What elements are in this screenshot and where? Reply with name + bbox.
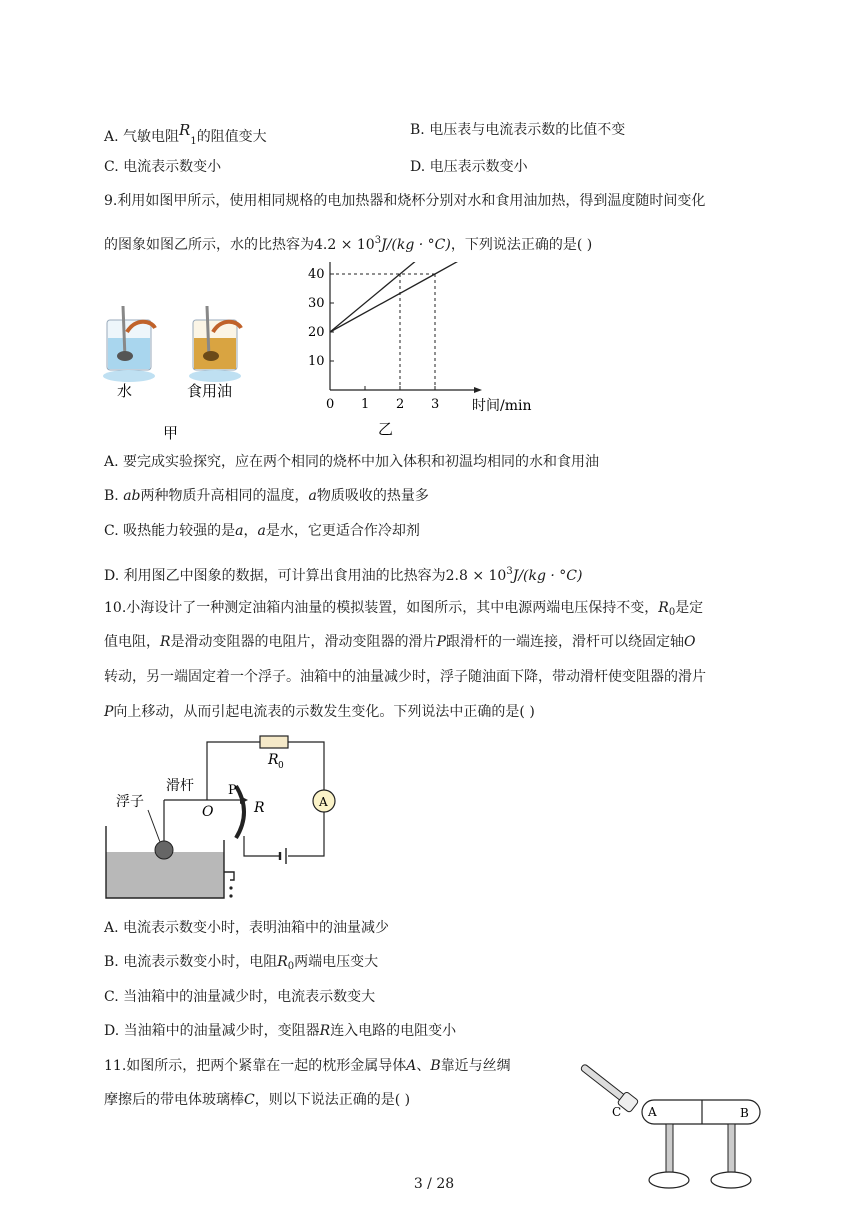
x-axis-label: 时间/min — [472, 398, 532, 414]
caption-jia: 甲 — [163, 424, 179, 442]
series-line-a — [330, 262, 421, 332]
c-oil-exponent: 3 — [506, 566, 513, 577]
q10-line2-b: 是滑动变阻器的电阻片，滑动变阻器的滑片 — [170, 634, 437, 650]
q10-b-end: 两端电压变大 — [294, 954, 379, 970]
q8-a-subscript: 1 — [190, 136, 197, 147]
q9-d-text: D. 利用图乙中图象的数据，可计算出食用油的比热容为 — [104, 568, 446, 584]
q9-c-prefix: C. 吸热能力较强的是 — [104, 523, 236, 539]
x-tick-label: 0 — [326, 397, 335, 412]
q11-c: C — [244, 1092, 255, 1108]
label-o: O — [202, 804, 214, 820]
q8-option-b: B. 电压表与电流表示数的比值不变 — [410, 122, 626, 138]
q10-d-r: R — [319, 1023, 331, 1039]
x-axis-arrow — [474, 387, 482, 393]
q8-a-text: A. 气敏电阻 — [104, 129, 180, 145]
c-oil-unit: J/(kg · °C) — [512, 568, 583, 584]
chart-series — [330, 262, 470, 332]
q10-stem-line4 — [104, 702, 535, 722]
q11-line1-text: 11.如图所示，把两个紧靠在一起的枕形金属导体 — [104, 1058, 407, 1074]
q11-stem-line1 — [104, 1056, 511, 1076]
q8-a-text-end: 的阻值变大 — [196, 129, 267, 145]
float-ball — [155, 841, 173, 859]
page-number: 3 / 28 — [413, 1176, 455, 1192]
glass-rod — [578, 1060, 639, 1112]
caption-yi: 乙 — [378, 420, 394, 438]
q10-stem-line3: 转动，另一端固定着一个浮子。油箱中的油量减少时，浮子随油面下降，带动滑杆使变阻器的滑片 — [104, 669, 706, 685]
q9-option-a: A. 要完成实验探究，应在两个相同的烧杯中加入体积和初温均相同的水和食用油 — [104, 454, 600, 470]
label-p: P — [228, 783, 237, 798]
q10-line4-text: 向上移动，从而引起电流表的示数发生变化。下列说法中正确的是( ) — [113, 704, 535, 720]
q10-line2-o: O — [683, 634, 696, 650]
q9-b-a: a — [308, 488, 317, 504]
q10-option-c: C. 当油箱中的油量减少时，电流表示数变大 — [104, 989, 376, 1005]
q8-option-d: D. 电压表示数变小 — [410, 159, 528, 175]
q10-d-text: D. 当油箱中的油量减少时，变阻器 — [104, 1023, 320, 1039]
q10-stem-line1 — [104, 598, 703, 623]
q10-stem-line2 — [104, 632, 695, 652]
q11-b: B — [430, 1058, 441, 1074]
q8-a-symbol: R — [179, 121, 191, 139]
q9-b-mid: 两种物质升高相同的温度， — [140, 488, 309, 504]
q8-option-c: C. 电流表示数变小 — [104, 159, 222, 175]
label-water: 水 — [117, 382, 133, 400]
chart-guides — [330, 274, 435, 390]
c-water-exponent: 3 — [374, 235, 382, 246]
q9-c-end: 是水，它更适合作冷却剂 — [265, 523, 420, 539]
q9-b-ab: ab — [123, 488, 141, 504]
label-r: R — [254, 800, 265, 816]
y-tick-label: 30 — [308, 296, 325, 311]
label-rod: 滑杆 — [166, 778, 194, 794]
q9-option-b — [104, 486, 429, 506]
q9-option-c — [104, 521, 420, 541]
q10-option-d — [104, 1021, 456, 1041]
q11-sep: 、 — [416, 1058, 431, 1074]
y-tick-label: 20 — [308, 325, 325, 340]
q10-line2-c: 跟滑杆的一端连接，滑杆可以绕固定轴 — [445, 634, 684, 650]
chart-axes — [327, 262, 482, 393]
y-tick-label: 40 — [308, 267, 325, 282]
q9-b-end: 物质吸收的热量多 — [316, 488, 429, 504]
q10-b-sub: 0 — [287, 961, 295, 972]
label-a: A — [648, 1105, 657, 1119]
rheostat-arc — [236, 786, 244, 838]
q9-line2-end: ，下列说法正确的是( ) — [450, 237, 593, 253]
x-tick-label: 3 — [431, 397, 440, 412]
q10-line1-end: 是定 — [675, 600, 704, 616]
ammeter-label: A — [319, 795, 328, 809]
q9-c-a2: a — [257, 523, 266, 539]
label-c: C — [612, 1105, 622, 1119]
q10-line2-r: R — [160, 634, 171, 650]
r0-resistor — [260, 736, 288, 748]
q9-stem-line2 — [104, 231, 592, 255]
label-float: 浮子 — [116, 794, 144, 810]
oil-beaker — [189, 306, 241, 382]
q10-option-b — [104, 952, 378, 977]
label-oil: 食用油 — [187, 382, 233, 400]
figure-oil-gauge — [100, 730, 345, 910]
q9-c-mid: ， — [243, 523, 258, 539]
c-oil-value: 2.8 × 10 — [445, 568, 507, 584]
q10-line2-p: P — [436, 634, 446, 650]
chart-labels — [308, 262, 532, 414]
water-beaker — [103, 306, 155, 382]
q11-line2-end: ，则以下说法正确的是( ) — [254, 1092, 411, 1108]
q9-b-prefix: B. — [104, 488, 124, 504]
q11-line2-text: 摩擦后的带电体玻璃棒 — [104, 1092, 244, 1108]
figure-jia-beakers — [95, 298, 270, 443]
label-r0-sub: 0 — [278, 761, 284, 771]
q11-stem-line2 — [104, 1090, 410, 1110]
c-water-unit: J/(kg · °C) — [381, 237, 451, 253]
q10-b-r: R — [277, 954, 288, 970]
q10-line2-a: 值电阻， — [104, 634, 160, 650]
q9-stem-line1: 9.利用如图甲所示，使用相同规格的电加热器和烧杯分别对水和食用油加热，得到温度随时间变化 — [104, 193, 706, 209]
q10-option-a: A. 电流表示数变小时，表明油箱中的油量减少 — [104, 920, 390, 936]
figure-yi-chart — [300, 262, 545, 442]
q9-option-d — [104, 562, 582, 586]
q10-d-end: 连入电路的电阻变小 — [330, 1023, 457, 1039]
q10-r0-sub: 0 — [668, 607, 676, 618]
q11-line1-end: 靠近与丝绸 — [440, 1058, 511, 1074]
q11-a: A — [406, 1058, 417, 1074]
q10-b-text: B. 电流表示数变小时，电阻 — [104, 954, 278, 970]
label-r0: R — [268, 752, 279, 768]
c-water-value: 4.2 × 10 — [314, 237, 375, 253]
x-tick-label: 2 — [396, 397, 405, 412]
tap — [224, 872, 234, 880]
q10-line1-text: 10.小海设计了一种测定油箱内油量的模拟装置，如图所示，其中电源两端电压保持不变， — [104, 600, 659, 616]
q9-c-a1: a — [235, 523, 244, 539]
q10-line4-p: P — [104, 704, 114, 720]
q9-line2-text: 的图象如图乙所示，水的比热容为 — [104, 237, 314, 253]
series-line-b — [330, 262, 470, 332]
y-tick-label: 10 — [308, 354, 325, 369]
x-tick-label: 1 — [361, 397, 370, 412]
q8-option-a — [104, 120, 267, 152]
label-b: B — [740, 1106, 749, 1120]
q10-r0: R — [658, 600, 669, 616]
